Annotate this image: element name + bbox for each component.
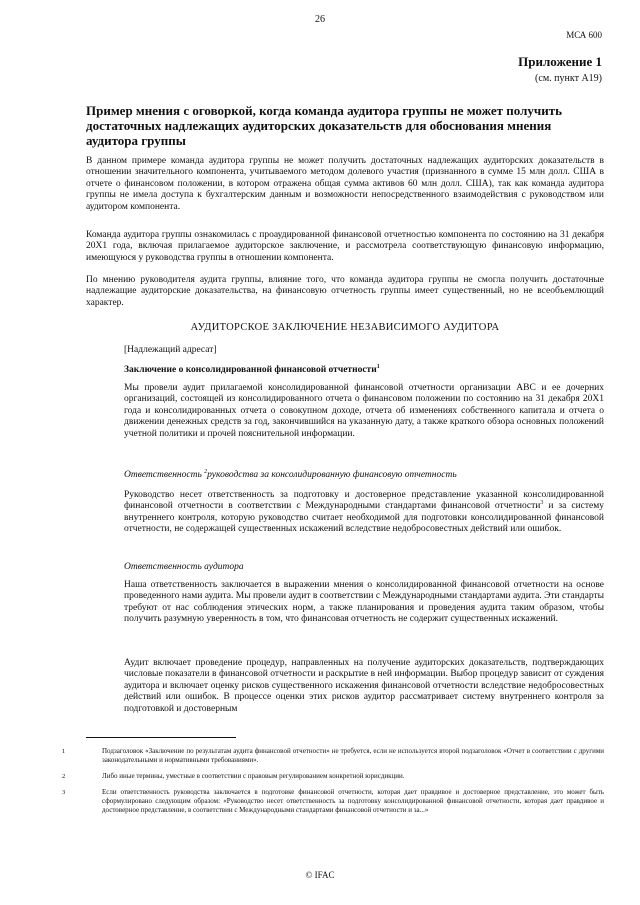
report-paragraph-2-a: Руководство несет ответственность за подготовку и достоверное представление указанной консолидированной финансовой отчетности в соответствии с Международными стандартами финансовой отчетности [124, 490, 604, 512]
example-title: Пример мнения с оговоркой, когда команда аудитора группы не может получить достаточных надлежащих аудиторских доказательств для обоснования мнения аудитора группы [86, 103, 562, 148]
intro-paragraph-1: В данном примере команда аудитора группы не может получить достаточных надлежащих аудиторских доказательств в отношении значительного компонента, учитываемого методом долевого участия (признанного в сумме 15 млн долл. США в отчете о финансовом положении, в котором отражена общая сумма активов 60 млн долл. США), так как команда аудитора группы не имела доступа к бухгалтерским данным и возможности непосредственного взаимодействия с руководством или аудитором компонента. [86, 156, 604, 212]
page-number: 26 [315, 14, 325, 25]
footnote-1 [62, 747, 604, 765]
report-paragraph-1: Мы провели аудит прилагаемой консолидированной финансовой отчетности организации ABC и ее дочерних организаций, состоящей из консолидированного отчета о финансовом положении по состоянию на 31 декабря 20X1 года и консолидированных отчета о совокупном доходе, отчета об изменениях собственного капитала и отчета о движении денежных средств за год, закончившийся на указанную дату, а также краткого обзора основных положений учетной политики и прочей пояснительной информации. [124, 383, 604, 439]
intro-paragraph-3: По мнению руководителя аудита группы, влияние того, что команда аудитора группы не смогла получить достаточные надлежащие аудиторские доказательства, на финансовую отчетность группы имеет существенный, но не всеобъемлющий характер. [86, 275, 604, 308]
footnote-3-text: Если ответственность руководства заключается в подготовке финансовой отчетности, которая дает правдивое и достоверное представление, это может быть сформулировано следующим образом: «Руководство несет ответственность за подготовку консолидированной финансовой отчетности, которая дает правдивое и достоверное представление, в соответствии с Международными стандартами финансовой отчетности и за...» [102, 788, 604, 814]
subheading-auditor-responsibility: Ответственность аудитора [124, 562, 244, 572]
footnote-ref-3: 3 [540, 500, 544, 507]
subheading-management-responsibility-b: руководства за консолидированную финансовую отчетность [207, 470, 457, 480]
footnote-2-mark: 2 [62, 773, 66, 780]
report-heading: АУДИТОРСКОЕ ЗАКЛЮЧЕНИЕ НЕЗАВИСИМОГО АУДИТОРА [190, 322, 500, 333]
footnote-3-mark: 3 [62, 789, 66, 796]
copyright-footer: © IFAC [305, 870, 335, 880]
subheading-management-responsibility [124, 470, 604, 481]
report-addressee: [Надлежащий адресат] [124, 345, 217, 355]
footnote-1-mark: 1 [62, 748, 66, 755]
subheading-financial-statements-text: Заключение о консолидированной финансовой отчетности [124, 365, 377, 375]
footnote-2-text: Либо иные термины, уместные в соответствии с правовым регулированием конкретной юрисдикции. [102, 772, 405, 780]
footnote-2 [62, 772, 604, 781]
footnote-ref-2: 2 [204, 468, 208, 475]
subheading-financial-statements [124, 365, 604, 376]
appendix-reference: (см. пункт А19) [535, 73, 602, 84]
footnote-divider [86, 737, 236, 738]
report-paragraph-2 [124, 490, 604, 536]
report-paragraph-2-b: и за систему внутреннего контроля, которую руководство считает необходимой для подготовки консолидированной финансовой отчетности, не содержащей существенных искажений вследствие недобросовестных действий или ошибок. [124, 501, 605, 535]
report-paragraph-4: Аудит включает проведение процедур, направленных на получение аудиторских доказательств, подтверждающих числовые показатели в финансовой отчетности и раскрытие в ней информации. Выбор процедур зависит от суждения аудитора и включает оценку рисков существенного искажения финансовой отчетности вследствие недобросовестных действий или ошибок. В процессе оценки этих рисков аудитор рассматривает систему внутреннего контроля за подготовкой и достоверным [124, 658, 604, 714]
footnote-1-text: Подзаголовок «Заключение по результатам аудита финансовой отчетности» не требуется, если не используется второй подзаголовок «Отчет в соответствии с другими законодательными и нормативными требованиями». [102, 747, 604, 764]
intro-paragraph-2: Команда аудитора группы ознакомилась с проаудированной финансовой отчетностью компонента по состоянию на 31 декабря 20X1 года, включая прилагаемое аудиторское заключение, и рассмотрела соответствующую финансовую информацию, имеющуюся у руководства группы в отношении компонента. [86, 230, 604, 263]
appendix-title: Приложение 1 [518, 54, 602, 69]
document-code: МСА 600 [566, 30, 602, 40]
footnote-ref-1: 1 [376, 363, 380, 370]
footnote-3 [62, 788, 604, 815]
report-paragraph-3: Наша ответственность заключается в выражении мнения о консолидированной финансовой отчетности на основе проведенного нами аудита. Мы провели аудит в соответствии с Международными стандартами аудита. Эти стандарты требуют от нас соблюдения этических норм, а также планирования и проведения аудита таким образом, чтобы получить разумную уверенность в том, что финансовая отчетность не содержит существенных искажений. [124, 580, 604, 625]
subheading-management-responsibility-a: Ответственность [124, 470, 205, 480]
